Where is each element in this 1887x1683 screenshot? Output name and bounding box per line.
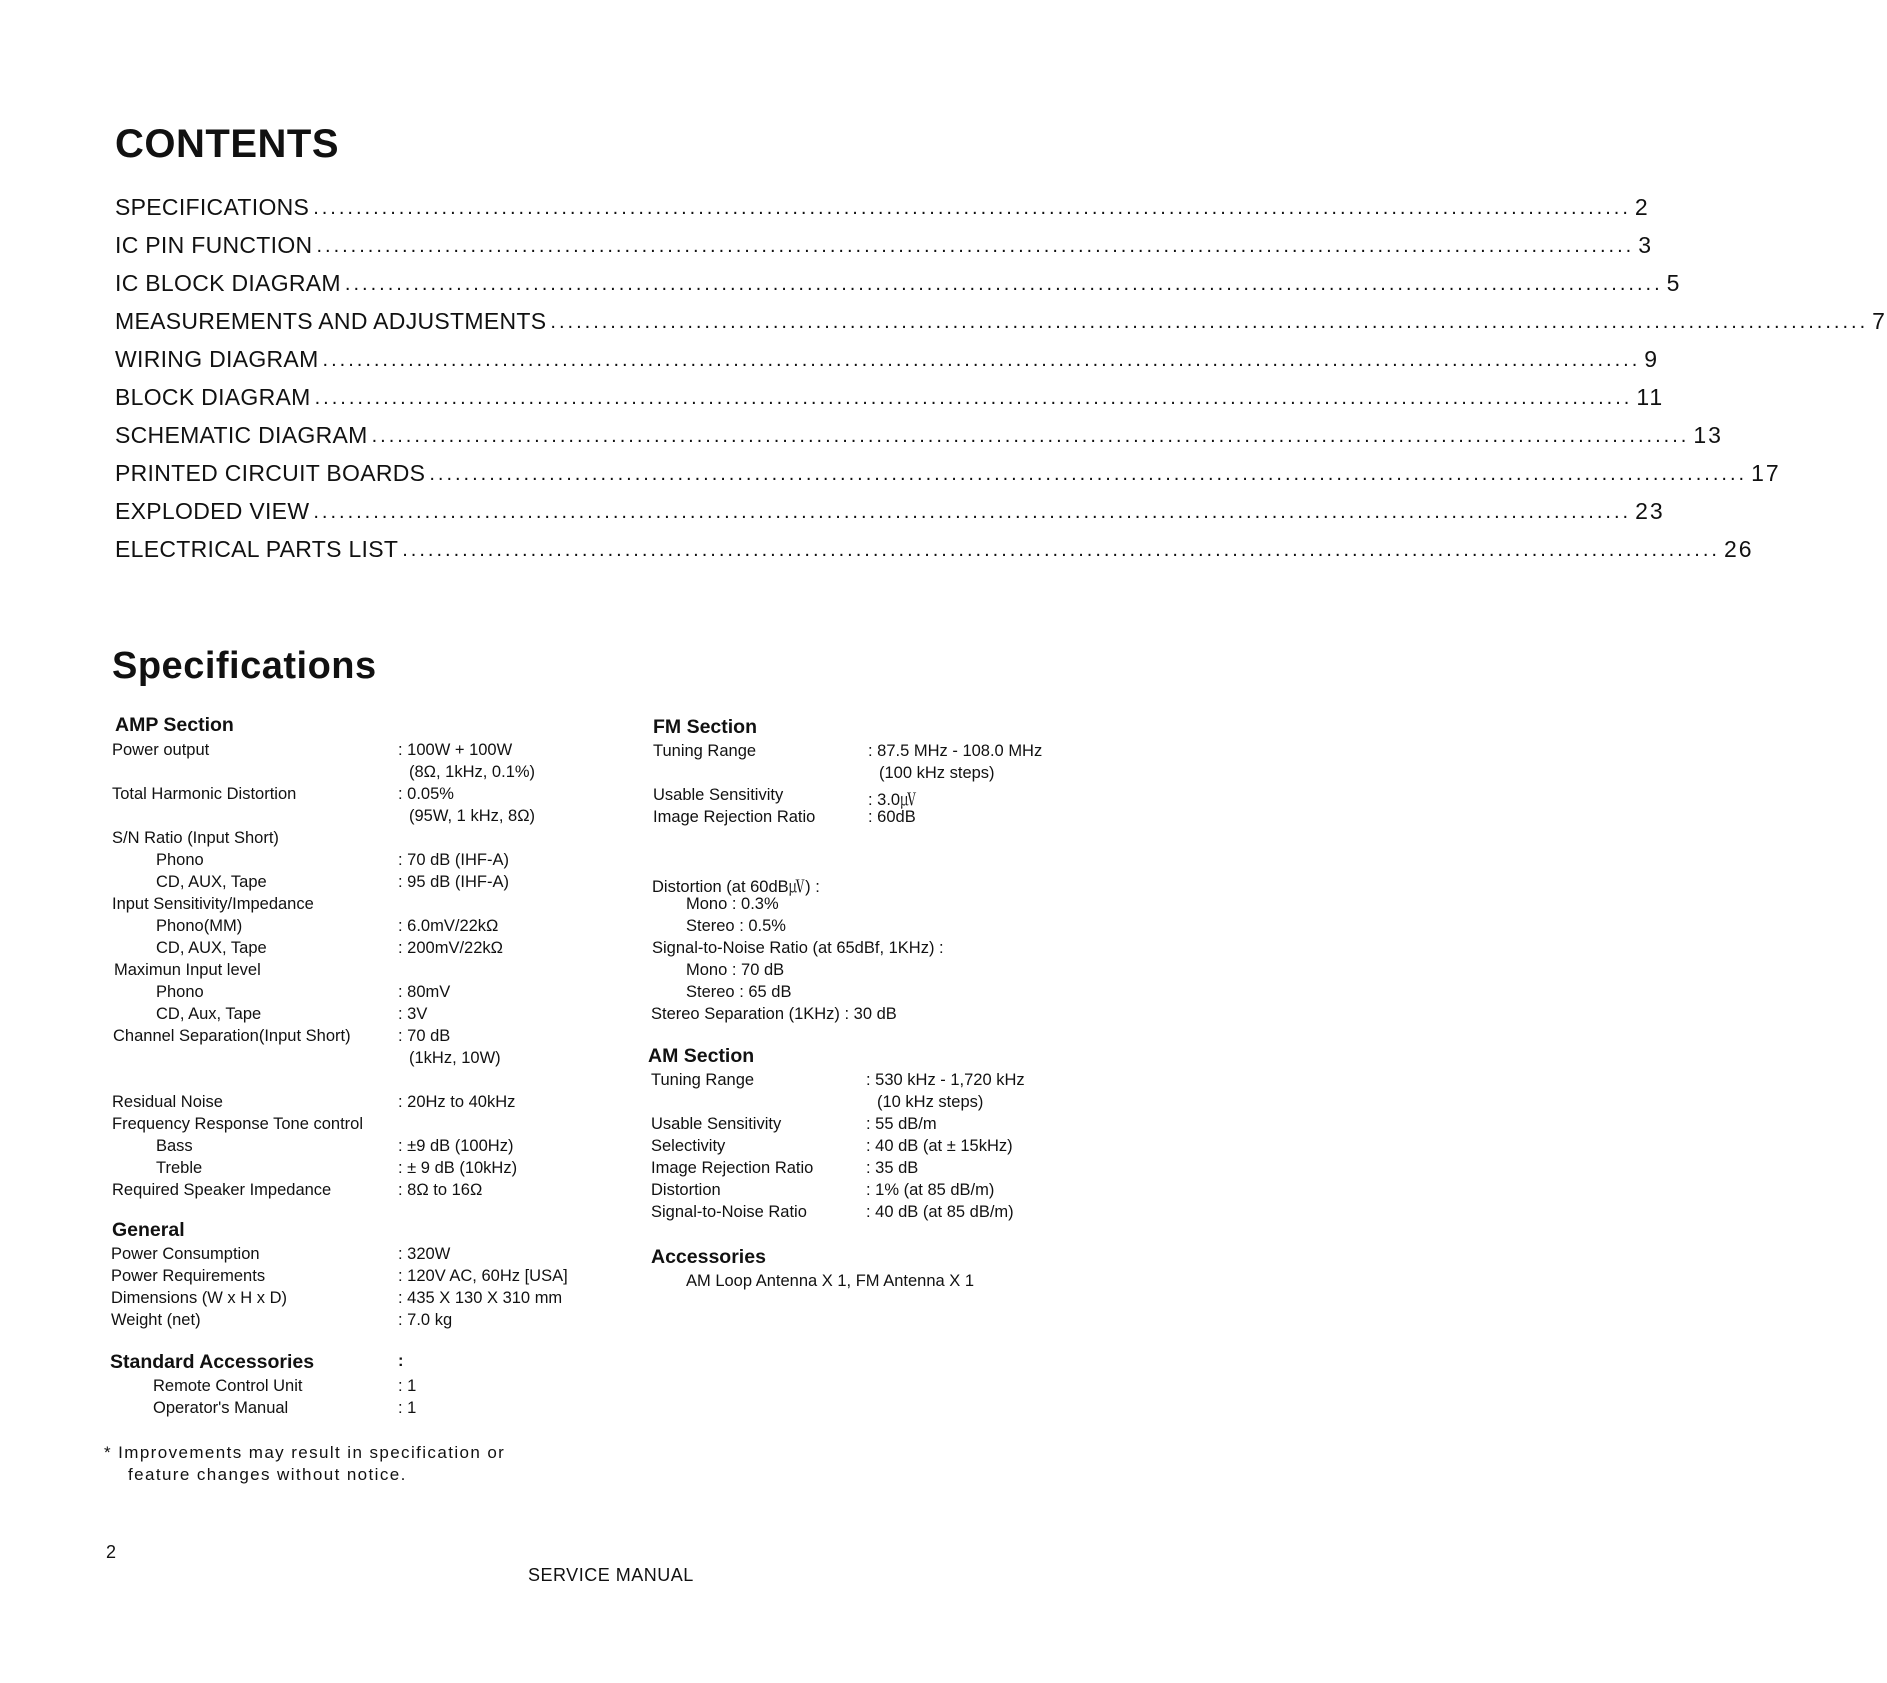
spec-value: : 35 dB [866, 1159, 919, 1177]
toc-leader-dots: .......................................................................................................................................................... [402, 539, 1720, 561]
spec-value: : 40 dB (at ± 15kHz) [866, 1137, 1013, 1155]
spec-value: : 3.0㎶ [868, 791, 917, 809]
spec-value: (95W, 1 kHz, 8Ω) [409, 807, 536, 825]
footnote [104, 1442, 505, 1486]
spec-value: : 60dB [868, 808, 916, 826]
toc-page-number: 2 [1634, 194, 1650, 220]
spec-value: : 20Hz to 40kHz [398, 1093, 516, 1111]
toc-page-number: 5 [1666, 270, 1682, 296]
spec-value: (8Ω, 1kHz, 0.1%) [409, 763, 536, 781]
spec-value: : 435 X 130 X 310 mm [398, 1289, 563, 1307]
toc-leader-dots: .......................................................................................................................................................... [313, 501, 1632, 523]
toc-item[interactable] [115, 487, 1665, 525]
spec-value: : 8Ω to 16Ω [398, 1181, 483, 1199]
spec-label: Bass [156, 1137, 193, 1155]
toc-item[interactable] [115, 297, 1887, 335]
spec-label: Remote Control Unit [153, 1377, 303, 1395]
footnote-line: * Improvements may result in specification or [104, 1443, 506, 1462]
spec-label: Selectivity [651, 1137, 726, 1155]
standard-accessories-heading: Standard Accessories [110, 1351, 315, 1373]
spec-label: S/N Ratio (Input Short) [112, 829, 279, 847]
spec-value: : 3V [398, 1005, 428, 1023]
toc-label: MEASUREMENTS AND ADJUSTMENTS [115, 308, 547, 334]
spec-value: : 120V AC, 60Hz [USA] [398, 1267, 568, 1285]
toc-page-number: 3 [1638, 232, 1653, 258]
am-section-heading: AM Section [648, 1045, 755, 1067]
toc-leader-dots: .......................................................................................................................................................... [550, 311, 1869, 333]
footer-label: SERVICE MANUAL [528, 1565, 694, 1585]
spec-label: Tuning Range [651, 1071, 755, 1089]
accessories-text: AM Loop Antenna X 1, FM Antenna X 1 [686, 1272, 975, 1290]
spec-label: Treble [156, 1159, 203, 1177]
toc-page-number: 9 [1644, 346, 1660, 372]
spec-label: Mono : 70 dB [686, 961, 785, 979]
spec-label: Maximun Input level [114, 961, 261, 979]
toc-label: EXPLODED VIEW [115, 498, 310, 524]
spec-value: : 70 dB (IHF-A) [398, 851, 509, 869]
contents-title: CONTENTS [115, 122, 339, 166]
spec-value: (100 kHz steps) [879, 764, 995, 782]
spec-label: Signal-to-Noise Ratio (at 65dBf, 1KHz) : [652, 939, 944, 957]
spec-value: : 1 [398, 1377, 417, 1395]
toc-page-number: 17 [1751, 460, 1781, 486]
spec-value: : 55 dB/m [866, 1115, 937, 1133]
toc-item[interactable] [115, 335, 1660, 373]
spec-label: CD, Aux, Tape [156, 1005, 262, 1023]
accessories-heading: Accessories [651, 1246, 766, 1268]
spec-value: : 200mV/22kΩ [398, 939, 503, 957]
toc-leader-dots: .......................................................................................................................................................... [344, 273, 1663, 295]
spec-label: Frequency Response Tone control [112, 1115, 364, 1133]
toc-leader-dots: .......................................................................................................................................................... [429, 463, 1748, 485]
spec-value: : 1% (at 85 dB/m) [866, 1181, 995, 1199]
spec-label: Usable Sensitivity [653, 786, 784, 804]
toc-label: SPECIFICATIONS [115, 194, 310, 220]
spec-label: Signal-to-Noise Ratio [651, 1203, 807, 1221]
spec-value: : 70 dB [398, 1027, 451, 1045]
toc-page-number: 23 [1635, 498, 1665, 524]
page-number: 2 [106, 1542, 117, 1562]
spec-label: Phono [156, 851, 204, 869]
spec-value: : 95 dB (IHF-A) [398, 873, 509, 891]
spec-value: : [398, 1352, 404, 1370]
toc-page-number: 7 [1872, 308, 1887, 334]
spec-label: Stereo Separation (1KHz) : 30 dB [651, 1005, 897, 1023]
spec-label: Stereo : 65 dB [686, 983, 792, 1001]
toc-label: BLOCK DIAGRAM [115, 384, 311, 410]
spec-label: CD, AUX, Tape [156, 873, 267, 891]
spec-label: Power Requirements [111, 1267, 266, 1285]
toc-item[interactable] [115, 183, 1650, 221]
spec-label: Residual Noise [112, 1093, 223, 1111]
toc-leader-dots: .......................................................................................................................................................... [371, 425, 1690, 447]
spec-value: : 1 [398, 1399, 417, 1417]
toc-item[interactable] [115, 411, 1723, 449]
spec-value: : 40 dB (at 85 dB/m) [866, 1203, 1014, 1221]
toc-leader-dots: .......................................................................................................................................................... [313, 197, 1631, 219]
spec-label: Power output [112, 741, 210, 759]
toc-item[interactable] [115, 259, 1682, 297]
fm-section-heading: FM Section [653, 716, 758, 738]
spec-value: : 0.05% [398, 785, 454, 803]
spec-value: : ± 9 dB (10kHz) [398, 1159, 518, 1177]
spec-value: : 80mV [398, 983, 451, 1001]
spec-value: : 100W + 100W [398, 741, 513, 759]
spec-value: : 320W [398, 1245, 451, 1263]
spec-label: Image Rejection Ratio [651, 1159, 814, 1177]
toc-leader-dots: .......................................................................................................................................................... [316, 235, 1635, 257]
toc-page-number: 13 [1693, 422, 1723, 448]
spec-label: Power Consumption [111, 1245, 260, 1263]
spec-label: Channel Separation(Input Short) [113, 1027, 351, 1045]
toc-label: IC BLOCK DIAGRAM [115, 270, 341, 296]
spec-label: Distortion [651, 1181, 721, 1199]
toc-label: IC PIN FUNCTION [115, 232, 313, 258]
spec-label: Phono(MM) [156, 917, 243, 935]
spec-value: : 6.0mV/22kΩ [398, 917, 499, 935]
spec-value: : 87.5 MHz - 108.0 MHz [868, 742, 1043, 760]
toc-item[interactable] [115, 221, 1653, 259]
toc-item[interactable] [115, 525, 1754, 563]
toc-leader-dots: .......................................................................................................................................................... [322, 349, 1641, 371]
spec-label: Mono : 0.3% [686, 895, 779, 913]
amp-section-heading: AMP Section [115, 714, 234, 736]
spec-label: Dimensions (W x H x D) [111, 1289, 288, 1307]
footnote-line: feature changes without notice. [128, 1465, 407, 1484]
spec-value: (1kHz, 10W) [409, 1049, 501, 1067]
toc-item[interactable] [115, 373, 1665, 411]
table-of-contents [115, 183, 1887, 563]
spec-label: Weight (net) [111, 1311, 201, 1329]
toc-label: SCHEMATIC DIAGRAM [115, 422, 368, 448]
toc-item[interactable] [115, 449, 1781, 487]
spec-value: : 7.0 kg [398, 1311, 453, 1329]
spec-label: Phono [156, 983, 204, 1001]
spec-value: : ±9 dB (100Hz) [398, 1137, 514, 1155]
toc-label: WIRING DIAGRAM [115, 346, 319, 372]
general-section-heading: General [112, 1219, 185, 1241]
spec-label: Input Sensitivity/Impedance [112, 895, 314, 913]
specifications-title: Specifications [112, 645, 377, 687]
toc-label: ELECTRICAL PARTS LIST [115, 536, 399, 562]
spec-label: Image Rejection Ratio [653, 808, 816, 826]
spec-label: Operator's Manual [153, 1399, 289, 1417]
spec-label: Distortion (at 60dB㎶) : [652, 878, 820, 896]
spec-label: Usable Sensitivity [651, 1115, 782, 1133]
spec-value: (10 kHz steps) [877, 1093, 984, 1111]
toc-leader-dots: .......................................................................................................................................................... [314, 387, 1633, 409]
toc-label: PRINTED CIRCUIT BOARDS [115, 460, 426, 486]
spec-label: Stereo : 0.5% [686, 917, 786, 935]
spec-label: Tuning Range [653, 742, 757, 760]
spec-value: : 530 kHz - 1,720 kHz [866, 1071, 1025, 1089]
toc-page-number: 26 [1723, 536, 1754, 562]
toc-page-number: 11 [1636, 384, 1665, 410]
spec-label: Required Speaker Impedance [112, 1181, 332, 1199]
spec-label: Total Harmonic Distortion [112, 785, 297, 803]
spec-label: CD, AUX, Tape [156, 939, 267, 957]
